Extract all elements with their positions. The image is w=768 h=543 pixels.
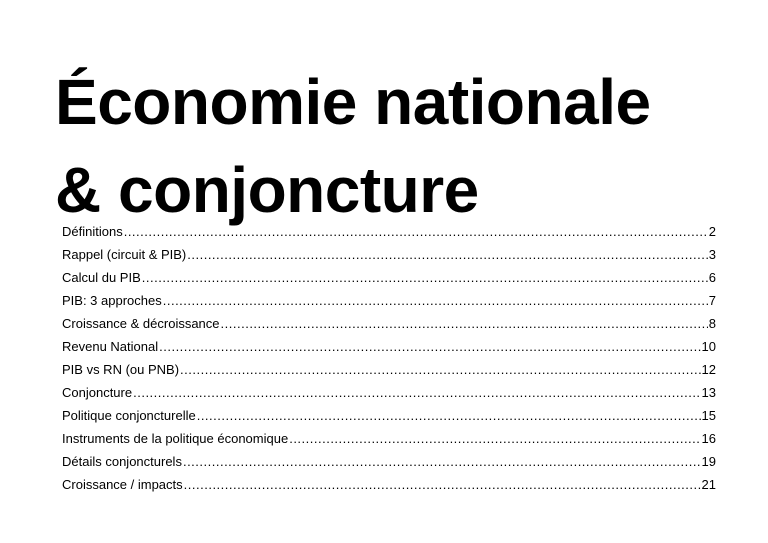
toc-leader-dots	[142, 266, 708, 289]
toc-entry[interactable]	[62, 243, 716, 266]
toc-entry-page: 2	[708, 224, 716, 239]
toc-entry-page: 12	[701, 362, 716, 377]
toc-leader-dots	[163, 289, 708, 312]
toc-entry-label: PIB: 3 approches	[62, 293, 162, 308]
toc-entry[interactable]	[62, 335, 716, 358]
toc-entry-page: 19	[701, 454, 716, 469]
toc-entry-page: 15	[701, 408, 716, 423]
toc-entry[interactable]	[62, 473, 716, 496]
toc-entry-label: Définitions	[62, 224, 123, 239]
toc-entry-label: Instruments de la politique économique	[62, 431, 289, 446]
toc-entry-label: Conjoncture	[62, 385, 133, 400]
toc-leader-dots	[221, 312, 708, 335]
toc-leader-dots	[197, 404, 701, 427]
title-line-1: Économie nationale	[55, 66, 651, 138]
toc-entry[interactable]	[62, 266, 716, 289]
toc-leader-dots	[180, 358, 701, 381]
toc-entry-page: 21	[701, 477, 716, 492]
toc-entry-page: 6	[708, 270, 716, 285]
toc-entry-label: Croissance / impacts	[62, 477, 183, 492]
toc-entry[interactable]	[62, 427, 716, 450]
toc-entry[interactable]	[62, 404, 716, 427]
toc-entry[interactable]	[62, 289, 716, 312]
toc-entry-label: PIB vs RN (ou PNB)	[62, 362, 180, 377]
toc-entry[interactable]	[62, 450, 716, 473]
toc-leader-dots	[133, 381, 700, 404]
toc-entry[interactable]	[62, 358, 716, 381]
toc-entry[interactable]	[62, 220, 716, 243]
toc-leader-dots	[289, 427, 700, 450]
toc-entry-label: Revenu National	[62, 339, 159, 354]
toc-entry-label: Politique conjoncturelle	[62, 408, 196, 423]
toc-entry-page: 8	[708, 316, 716, 331]
toc-entry-label: Rappel (circuit & PIB)	[62, 247, 187, 262]
toc-entry-label: Croissance & décroissance	[62, 316, 220, 331]
toc-leader-dots	[159, 335, 700, 358]
toc-entry-page: 16	[701, 431, 716, 446]
toc-leader-dots	[124, 220, 708, 243]
toc-leader-dots	[187, 243, 708, 266]
table-of-contents	[62, 220, 716, 496]
toc-entry-label: Calcul du PIB	[62, 270, 141, 285]
toc-entry-page: 13	[701, 385, 716, 400]
toc-entry[interactable]	[62, 312, 716, 335]
document-title	[55, 58, 651, 234]
toc-entry-page: 10	[701, 339, 716, 354]
toc-entry-page: 3	[708, 247, 716, 262]
toc-entry[interactable]	[62, 381, 716, 404]
toc-leader-dots	[183, 450, 701, 473]
toc-entry-label: Détails conjoncturels	[62, 454, 182, 469]
toc-leader-dots	[184, 473, 701, 496]
toc-entry-page: 7	[708, 293, 716, 308]
title-line-2: & conjoncture	[55, 154, 479, 226]
